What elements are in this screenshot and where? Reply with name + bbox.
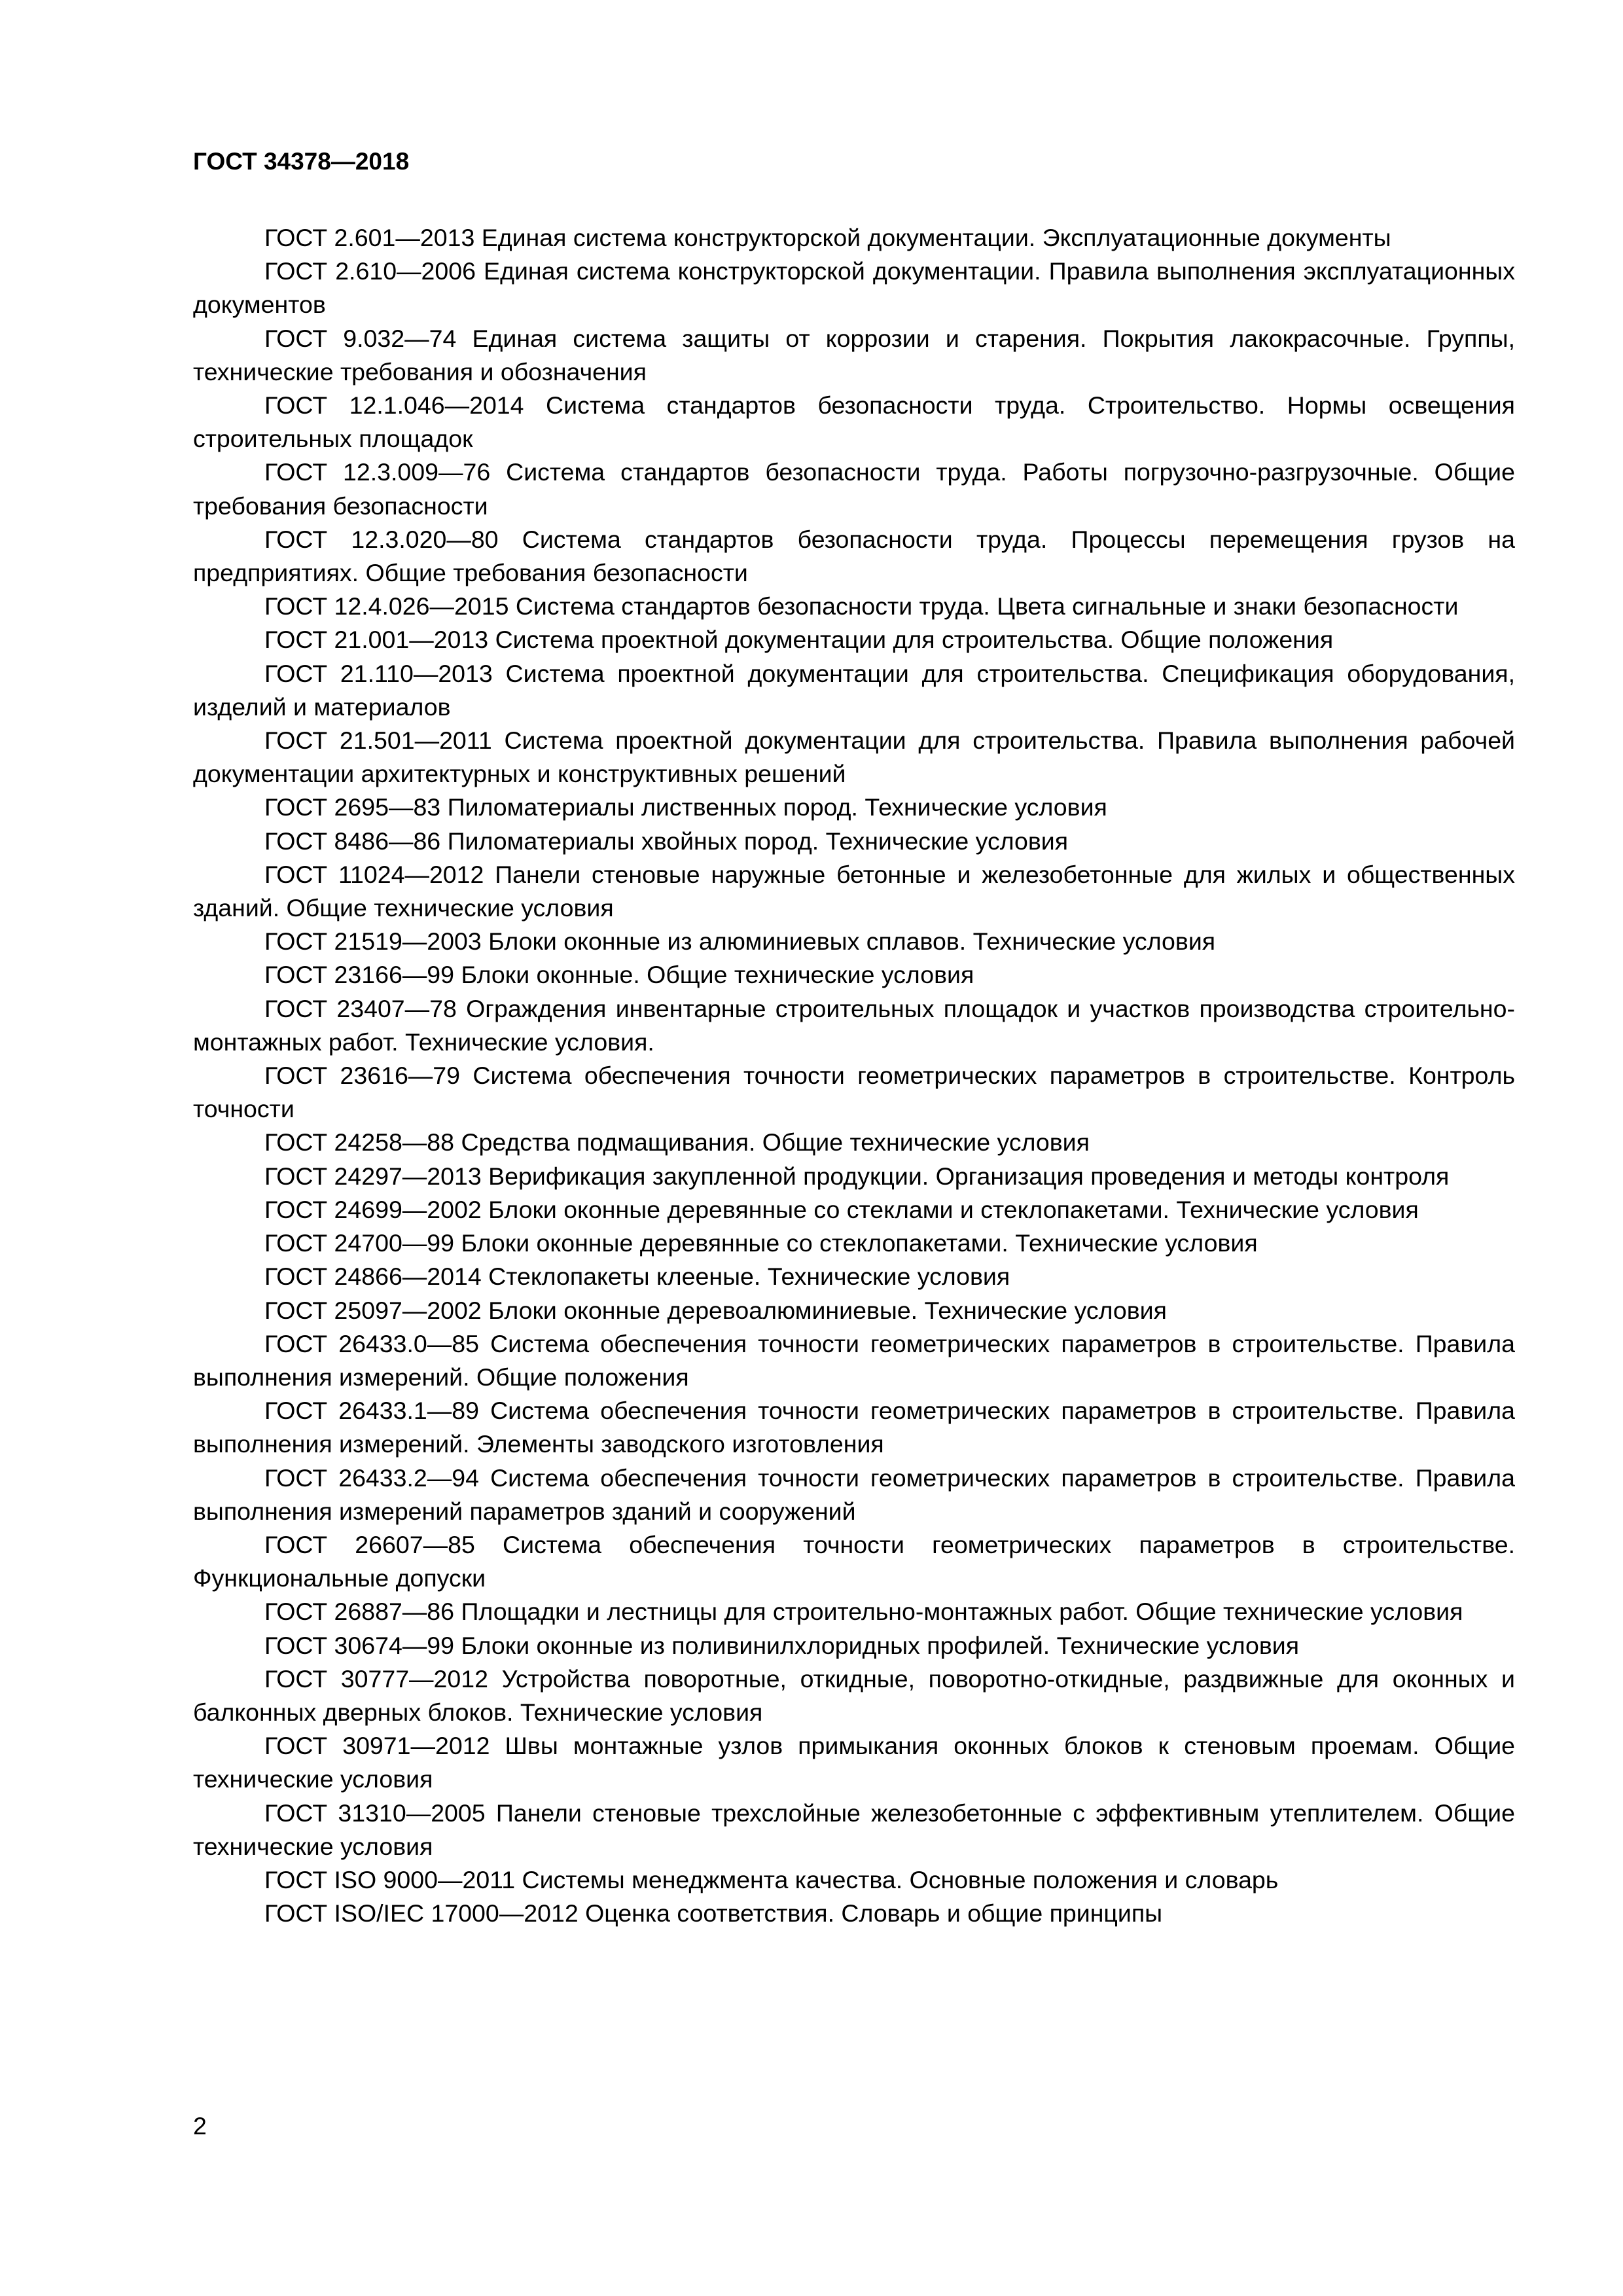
reference-item: ГОСТ 23616—79 Система обеспечения точности геометрических параметров в строительстве. Контроль точности <box>193 1062 1515 1123</box>
reference-item: ГОСТ 12.1.046—2014 Система стандартов безопасности труда. Строительство. Нормы освещения строительных площадок <box>193 391 1515 453</box>
reference-item: ГОСТ 30777—2012 Устройства поворотные, откидные, поворотно-откидные, раздвижные для оконных и балконных дверных блоков. Технические условия <box>193 1664 1515 1726</box>
reference-item: ГОСТ 26433.1—89 Система обеспечения точности геометрических параметров в строительстве. Правила выполнения измерений. Элементы заводского изготовления <box>193 1397 1515 1458</box>
reference-item: ГОСТ 24700—99 Блоки оконные деревянные со стеклопакетами. Технические условия <box>264 1229 1258 1257</box>
reference-item: ГОСТ 23166—99 Блоки оконные. Общие технические условия <box>264 961 974 989</box>
page-number: 2 <box>193 2112 207 2140</box>
reference-list <box>193 221 1515 1930</box>
reference-item: ГОСТ 9.032—74 Единая система защиты от коррозии и старения. Покрытия лакокрасочные. Группы, технические требования и обозначения <box>193 324 1515 386</box>
reference-item: ГОСТ 24297—2013 Верификация закупленной продукции. Организация проведения и методы контроля <box>264 1162 1450 1190</box>
reference-item: ГОСТ 30971—2012 Швы монтажные узлов примыкания оконных блоков к стеновым проемам. Общие технические условия <box>193 1732 1515 1793</box>
reference-item: ГОСТ 26433.0—85 Система обеспечения точности геометрических параметров в строительстве. Правила выполнения измерений. Общие положения <box>193 1329 1515 1391</box>
reference-item: ГОСТ 21.110—2013 Система проектной документации для строительства. Спецификация оборудования, изделий и материалов <box>193 659 1515 721</box>
reference-item: ГОСТ 23407—78 Ограждения инвентарные строительных площадок и участков производства строительно-монтажных работ. Технические условия. <box>193 994 1515 1056</box>
reference-item: ГОСТ 21.501—2011 Система проектной документации для строительства. Правила выполнения рабочей документации архитектурных и конструктивных решений <box>193 726 1515 788</box>
page-header: ГОСТ 34378—2018 <box>193 148 410 175</box>
reference-item: ГОСТ 2695—83 Пиломатериалы лиственных пород. Технические условия <box>264 793 1107 821</box>
reference-item: ГОСТ 11024—2012 Панели стеновые наружные бетонные и железобетонные для жилых и общественных зданий. Общие технические условия <box>193 860 1515 922</box>
reference-item: ГОСТ 12.4.026—2015 Система стандартов безопасности труда. Цвета сигнальные и знаки безопасности <box>264 592 1459 620</box>
reference-item: ГОСТ 24866—2014 Стеклопакеты клееные. Технические условия <box>264 1263 1010 1291</box>
reference-item: ГОСТ 25097—2002 Блоки оконные деревоалюминиевые. Технические условия <box>264 1296 1167 1324</box>
reference-item: ГОСТ 30674—99 Блоки оконные из поливинилхлоридных профилей. Технические условия <box>264 1631 1300 1659</box>
reference-item: ГОСТ 2.601—2013 Единая система конструкторской документации. Эксплуатационные документы <box>264 224 1391 251</box>
reference-item: ГОСТ 26887—86 Площадки и лестницы для строительно-монтажных работ. Общие технические условия <box>264 1598 1463 1626</box>
reference-item: ГОСТ 26433.2—94 Система обеспечения точности геометрических параметров в строительстве. Правила выполнения измерений параметров зданий и сооружений <box>193 1463 1515 1525</box>
reference-item: ГОСТ 21519—2003 Блоки оконные из алюминиевых сплавов. Технические условия <box>264 927 1216 956</box>
reference-item: ГОСТ ISO/IEC 17000—2012 Оценка соответствия. Словарь и общие принципы <box>264 1899 1163 1928</box>
reference-item: ГОСТ 24258—88 Средства подмащивания. Общие технические условия <box>264 1128 1090 1157</box>
reference-item: ГОСТ ISO 9000—2011 Системы менеджмента качества. Основные положения и словарь <box>264 1865 1279 1893</box>
reference-item: ГОСТ 12.3.020—80 Система стандартов безопасности труда. Процессы перемещения грузов на предприятиях. Общие требования безопасности <box>193 525 1515 587</box>
reference-item: ГОСТ 8486—86 Пиломатериалы хвойных пород. Технические условия <box>264 827 1069 855</box>
reference-item: ГОСТ 12.3.009—76 Система стандартов безопасности труда. Работы погрузочно-разгрузочные. Общие требования безопасности <box>193 458 1515 520</box>
reference-item: ГОСТ 24699—2002 Блоки оконные деревянные со стеклами и стеклопакетами. Технические условия <box>264 1195 1419 1223</box>
reference-item: ГОСТ 31310—2005 Панели стеновые трехслойные железобетонные с эффективным утеплителем. Общие технические условия <box>193 1799 1515 1860</box>
reference-item: ГОСТ 26607—85 Система обеспечения точности геометрических параметров в строительстве. Функциональные допуски <box>193 1530 1515 1592</box>
reference-item: ГОСТ 21.001—2013 Система проектной документации для строительства. Общие положения <box>264 626 1334 654</box>
reference-item: ГОСТ 2.610—2006 Единая система конструкторской документации. Правила выполнения эксплуатационных документов <box>193 257 1515 319</box>
